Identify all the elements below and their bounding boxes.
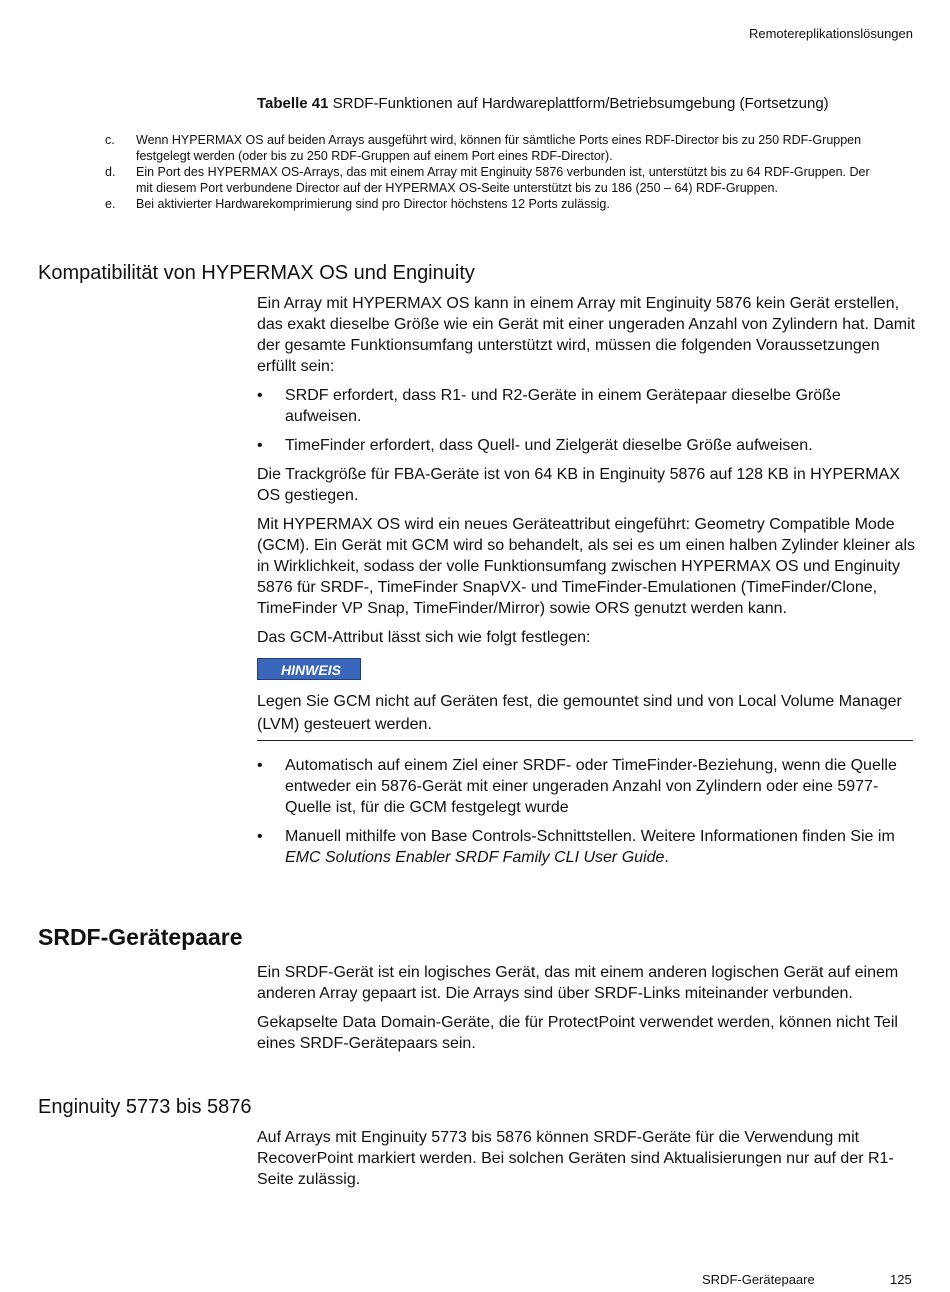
footnote-text: Ein Port des HYPERMAX OS-Arrays, das mit einem Array mit Enginuity 5876 verbunden ist, unterstützt bis zu 64 RDF-Gruppen. Der mit diesem Port verbundene Director auf der HYPERMAX OS-Seite unterstützt bis zu 186 (250 – 64) RDF-Gruppen. bbox=[136, 165, 870, 195]
list-item-text-start: Manuell mithilfe von Base Controls-Schnittstellen. Weitere Informationen finden Sie im bbox=[285, 828, 895, 845]
footnote-d bbox=[105, 164, 875, 196]
bullet-icon: • bbox=[257, 437, 263, 454]
footnote-letter: c. bbox=[105, 133, 115, 147]
compat-gcm: Mit HYPERMAX OS wird ein neues Geräteattribut eingeführt: Geometry Compatible Mode (GCM). Ein Gerät mit GCM wird so behandelt, als sei es um einen halben Zylinder kleiner als in Wirklichkeit, sodass der volle Funktionsumfang zwischen HYPERMAX OS und Enginuity 5876 für SRDF-, TimeFinder SnapVX- und TimeFinder-Emulationen (TimeFinder/Clone, TimeFinder VP Snap, TimeFinder/Mirror) sowie ORS genutzt werden kann. bbox=[257, 516, 916, 617]
footnote-text: Bei aktivierter Hardwarekomprimierung sind pro Director höchstens 12 Ports zulässig. bbox=[136, 197, 610, 211]
footnote-text: Wenn HYPERMAX OS auf beiden Arrays ausgeführt wird, können für sämtliche Ports eines RDF-Director bis zu 250 RDF-Gruppen festgelegt werden (oder bis zu 250 RDF-Gruppen auf einem Port eines RDF-Director). bbox=[136, 133, 862, 163]
list-item bbox=[257, 385, 917, 427]
table-caption-title: SRDF-Funktionen auf Hardwareplattform/Betriebsumgebung (Fortsetzung) bbox=[332, 95, 829, 112]
list-item-text: SRDF erfordert, dass R1- und R2-Geräte in einem Gerätepaar dieselbe Größe aufweisen. bbox=[285, 387, 841, 425]
heading-compatibility: Kompatibilität von HYPERMAX OS und Enginuity bbox=[38, 262, 475, 284]
page-number: 125 bbox=[890, 1272, 912, 1287]
footnote-e bbox=[105, 196, 875, 212]
list-item bbox=[257, 435, 917, 456]
note-badge: HINWEIS bbox=[257, 658, 361, 680]
gcm-methods-list bbox=[257, 755, 917, 868]
table-caption bbox=[257, 95, 829, 112]
compat-gcm-set: Das GCM-Attribut lässt sich wie folgt festlegen: bbox=[257, 629, 591, 646]
device-pairs-body bbox=[257, 962, 917, 1062]
enginuity-para: Auf Arrays mit Enginuity 5773 bis 5876 können SRDF-Geräte für die Verwendung mit RecoverPoint markiert werden. Bei solchen Geräten sind Aktualisierungen nur auf der R1-Seite zulässig. bbox=[257, 1129, 894, 1188]
enginuity-body bbox=[257, 1127, 917, 1198]
list-item bbox=[257, 826, 917, 868]
bullet-icon: • bbox=[257, 387, 263, 404]
guide-title: EMC Solutions Enabler SRDF Family CLI User Guide bbox=[285, 849, 665, 866]
note-divider bbox=[257, 740, 913, 741]
compatibility-body bbox=[257, 293, 917, 876]
heading-enginuity: Enginuity 5773 bis 5876 bbox=[38, 1096, 252, 1118]
bullet-icon: • bbox=[257, 757, 263, 774]
table-caption-label: Tabelle 41 bbox=[257, 95, 329, 112]
pairs-para-2: Gekapselte Data Domain-Geräte, die für ProtectPoint verwendet werden, können nicht Teil eines SRDF-Gerätepaars sein. bbox=[257, 1014, 898, 1052]
list-item bbox=[257, 755, 917, 818]
footnote-letter: e. bbox=[105, 197, 116, 211]
footnote-letter: d. bbox=[105, 165, 116, 179]
compat-requirements-list bbox=[257, 385, 917, 456]
bullet-icon: • bbox=[257, 828, 263, 845]
footer-section-label: SRDF-Gerätepaare bbox=[702, 1272, 815, 1287]
pairs-para-1: Ein SRDF-Gerät ist ein logisches Gerät, das mit einem anderen logischen Gerät auf einem anderen Array gepaart ist. Die Arrays sind über SRDF-Links miteinander verbunden. bbox=[257, 964, 899, 1002]
compat-intro: Ein Array mit HYPERMAX OS kann in einem Array mit Enginuity 5876 kein Gerät erstellen, das exakt dieselbe Größe wie ein Gerät mit einer ungeraden Anzahl von Zylindern hat. Damit der gesamte Funktionsumfang unterstützt wird, müssen die folgenden Voraussetzungen erfüllt sein: bbox=[257, 295, 916, 375]
running-header: Remotereplikationslösungen bbox=[748, 26, 913, 41]
list-item-text: TimeFinder erfordert, dass Quell- und Zielgerät dieselbe Größe aufweisen. bbox=[285, 437, 813, 454]
list-item-text bbox=[285, 826, 917, 868]
note-text: Legen Sie GCM nicht auf Geräten fest, die gemountet sind und von Local Volume Manager (LVM) gesteuert werden. bbox=[257, 693, 902, 733]
list-item-text: Automatisch auf einem Ziel einer SRDF- oder TimeFinder-Beziehung, wenn die Quelle entweder ein 5876-Gerät mit einer ungeraden Anzahl von Zylindern oder eine 5977-Quelle ist, für die GCM festgelegt wurde bbox=[285, 757, 897, 816]
footnote-c bbox=[105, 132, 875, 164]
compat-track-size: Die Trackgröße für FBA-Geräte ist von 64 KB in Enginuity 5876 auf 128 KB in HYPERMAX OS gestiegen. bbox=[257, 466, 900, 504]
list-item-text-end: . bbox=[664, 849, 669, 866]
table-footnotes bbox=[105, 132, 875, 212]
heading-srdf-device-pairs: SRDF-Gerätepaare bbox=[38, 924, 243, 950]
